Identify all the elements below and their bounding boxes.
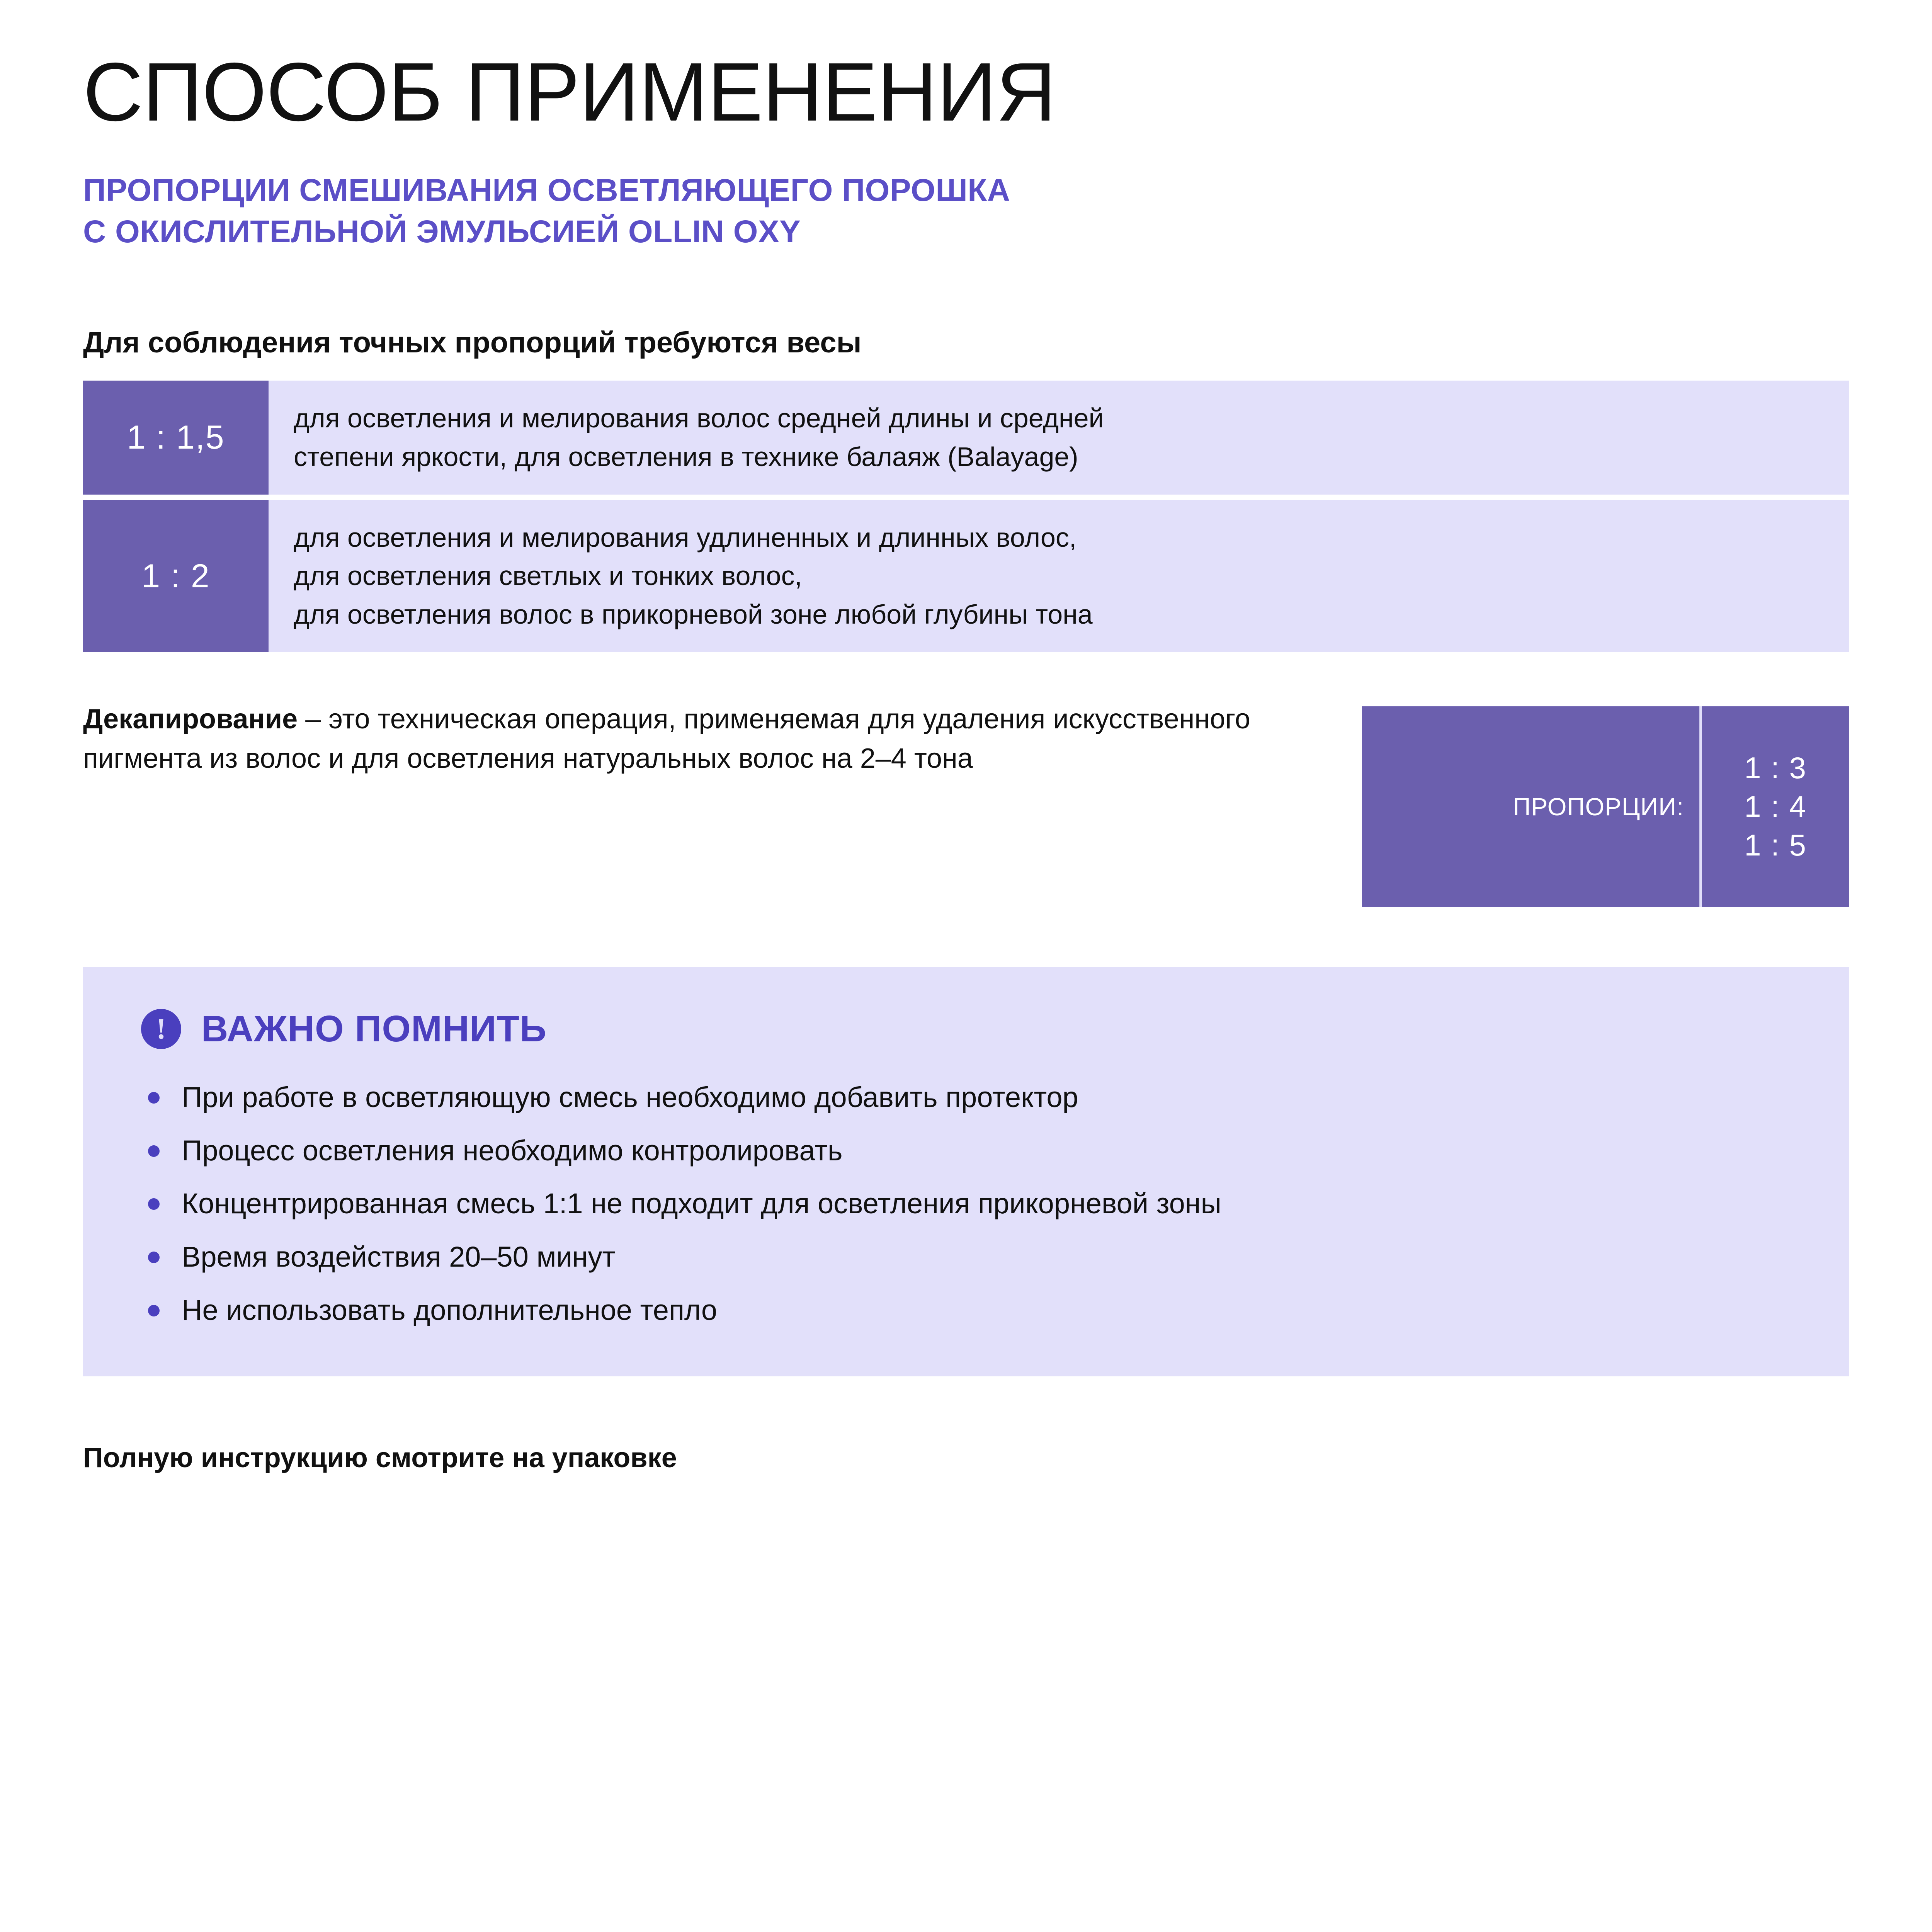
list-item: Концентрированная смесь 1:1 не подходит для осветления прикорневой зоны — [141, 1184, 1766, 1224]
subtitle-line-2: С ОКИСЛИТЕЛЬНОЙ ЭМУЛЬСИЕЙ OLLIN OXY — [83, 214, 801, 249]
ratio-badge: 1 : 2 — [83, 500, 269, 652]
page-title: СПОСОБ ПРИМЕНЕНИЯ — [83, 45, 1056, 138]
list-item: Процесс осветления необходимо контролировать — [141, 1131, 1766, 1171]
proportion-value: 1 : 3 — [1744, 751, 1807, 785]
list-item: Не использовать дополнительное тепло — [141, 1290, 1766, 1330]
decapitation-text — [83, 695, 1262, 778]
proportions-label: ПРОПОРЦИИ: — [1513, 793, 1684, 821]
table-row — [83, 500, 1849, 652]
proportions-box — [1362, 706, 1849, 907]
table-row — [83, 381, 1849, 495]
ratio-description-line: степени яркости, для осветления в технике балаяж (Balayage) — [294, 441, 1078, 472]
important-header — [141, 1008, 1791, 1050]
important-list — [141, 1077, 1791, 1330]
lead-text: Для соблюдения точных пропорций требуются весы — [83, 326, 862, 359]
ratio-badge: 1 : 1,5 — [83, 381, 269, 495]
decapitation-definition: – это техническая операция, применяемая для удаления искусственного пигмента из волос и для осветления натуральных волос на 2–4 тона — [83, 704, 1250, 774]
subtitle-line-1: ПРОПОРЦИИ СМЕШИВАНИЯ ОСВЕТЛЯЮЩЕГО ПОРОШКА — [83, 173, 1010, 208]
ratio-description — [269, 500, 1849, 652]
important-panel — [83, 967, 1849, 1376]
ratio-description-line: для осветления волос в прикорневой зоне любой глубины тона — [294, 599, 1093, 629]
proportion-value: 1 : 4 — [1744, 789, 1807, 824]
proportions-values — [1699, 706, 1849, 907]
list-item: Время воздействия 20–50 минут — [141, 1237, 1766, 1277]
decapitation-section — [83, 695, 1849, 907]
footnote: Полную инструкцию смотрите на упаковке — [83, 1442, 677, 1474]
decapitation-term: Декапирование — [83, 704, 298, 735]
ratio-table — [83, 381, 1849, 652]
ratio-description-line: для осветления и мелирования удлиненных и длинных волос, — [294, 522, 1077, 553]
ratio-description-line: для осветления светлых и тонких волос, — [294, 561, 802, 591]
ratio-description-line: для осветления и мелирования волос средней длины и средней — [294, 403, 1104, 434]
important-title: ВАЖНО ПОМНИТЬ — [201, 1008, 547, 1050]
exclamation-circle-icon: ! — [141, 1009, 181, 1049]
list-item: При работе в осветляющую смесь необходимо добавить протектор — [141, 1077, 1766, 1117]
proportion-value: 1 : 5 — [1744, 828, 1807, 862]
ratio-description — [269, 381, 1849, 495]
page-subtitle — [83, 170, 1783, 252]
